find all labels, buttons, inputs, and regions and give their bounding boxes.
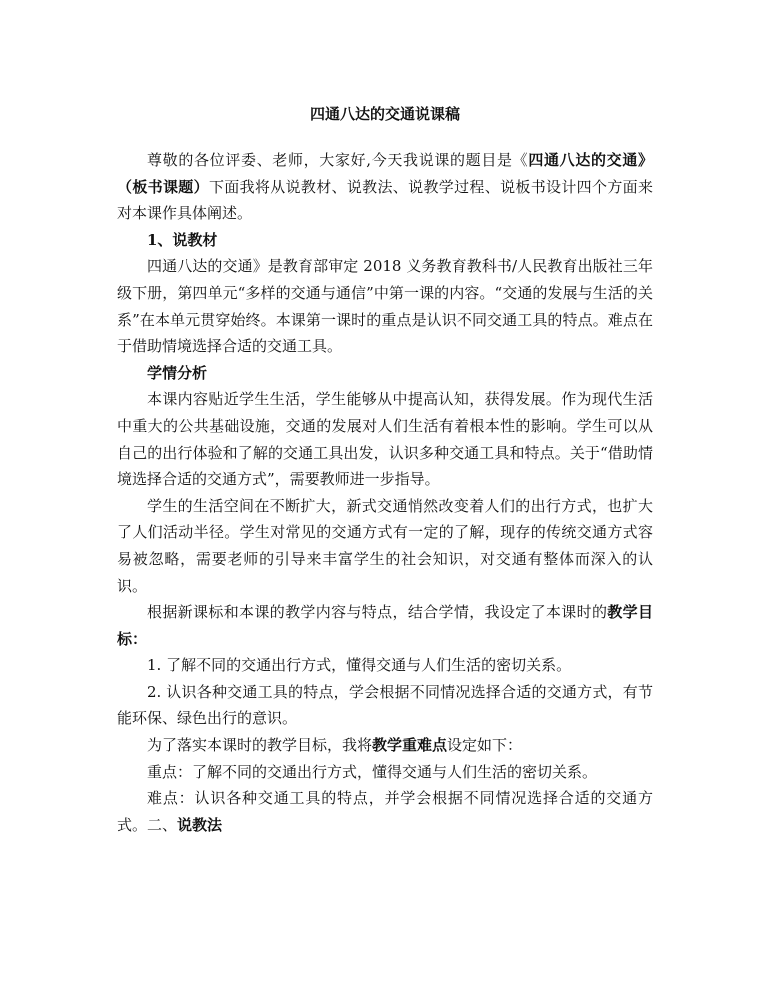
document-title: 四通八达的交通说课稿 [309, 105, 460, 123]
key-points-tail: 设定如下： [447, 736, 523, 755]
intro-text-tail: 下面我将从说教材、说教法、说教学过程、说板书设计四个方面来对本课作具体阐述。 [117, 177, 653, 223]
analysis-paragraph-2: 学生的生活空间在不断扩大，新式交通悄然改变着人们的出行方式，也扩大了人们活动半径。学生对常见的交通方式有一定的了解，现存的传统交通方式容易被忽略，需要老师的引导来丰富学生的社会知识，对交通有整体而深入的认识。 [117, 496, 653, 595]
difficult-point [117, 785, 653, 838]
key-points-keyword: 教学重难点 [372, 736, 448, 755]
section-heading-analysis: 学情分析 [147, 363, 208, 382]
lesson-title-board: 四通八达的交通》（板书课题） [117, 151, 653, 196]
key-points-text: 为了落实本课时的教学目标，我将 [147, 736, 373, 755]
next-heading-prefix: 二、 [147, 815, 178, 834]
goals-keyword: 教学目标 [117, 603, 653, 648]
textbook-paragraph: 四通八达的交通》是教育部审定 2018 义务教育教科书/人民教育出版社三年级下册，第四单元“多样的交通与通信”中第一课的内容。“交通的发展与生活的关系”在本单元贯穿始终。本课第一课时的重点是认识不同交通工具的特点。难点在于借助情境选择合适的交通工具。 [117, 257, 653, 356]
difficult-point-text: 难点：认识各种交通工具的特点，并学会根据不同情况选择合适的交通方式。 [117, 789, 653, 834]
section-heading-method: 说教法 [177, 815, 223, 834]
goals-paragraph [117, 599, 653, 652]
section-heading-textbook: 1、说教材 [147, 230, 218, 249]
document-body [117, 147, 653, 838]
goals-colon: ： [132, 629, 148, 648]
intro-text: 尊敬的各位评委、老师，大家好,今天我说课的题目是《 [147, 151, 529, 169]
analysis-paragraph-1: 本课内容贴近学生生活，学生能够从中提高认知，获得发展。作为现代生活中重大的公共基础设施，交通的发展对人们生活有着根本性的影响。学生可以从自己的出行体验和了解的交通工具出发，认识多种交通工具和特点。关于“借助情境选择合适的交通方式”，需要教师进一步指导。 [117, 390, 653, 489]
goal-item-1: 1. 了解不同的交通出行方式，懂得交通与人们生活的密切关系。 [147, 656, 572, 675]
goals-text: 根据新课标和本课的教学内容与特点，结合学情，我设定了本课时的 [147, 603, 608, 622]
key-point: 重点：了解不同的交通出行方式，懂得交通与人们生活的密切关系。 [147, 762, 598, 781]
intro-paragraph [117, 147, 653, 227]
key-points-intro [117, 732, 653, 759]
goal-item-2: 2. 认识各种交通工具的特点，学会根据不同情况选择合适的交通方式，有节能环保、绿色出行的意识。 [117, 682, 653, 728]
